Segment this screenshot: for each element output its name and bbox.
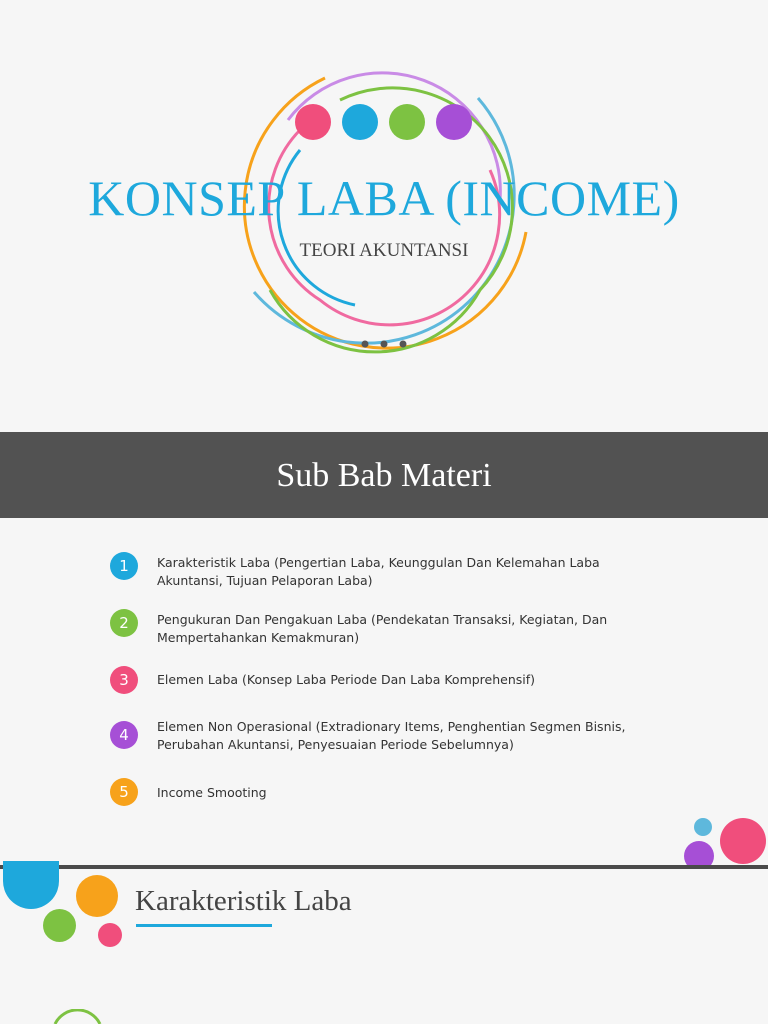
ellipsis-dot	[400, 341, 407, 348]
ellipsis-dot	[362, 341, 369, 348]
green-dot-icon	[389, 104, 425, 140]
number-badge: 3	[110, 666, 138, 694]
agenda-item-text: Elemen Non Operasional (Extradionary Items, Penghentian Segmen Bisnis, Perubahan Akuntansi, Penyesuaian Periode Sebelumnya)	[157, 719, 626, 752]
title-slide	[0, 0, 768, 432]
agenda-slide	[0, 432, 768, 866]
decor-dot-icon	[98, 923, 122, 947]
number-badge: 5	[110, 778, 138, 806]
title-underline	[136, 924, 272, 927]
pink-dot-icon	[295, 104, 331, 140]
decor-dot-icon	[720, 818, 766, 864]
slide-title: KONSEP LABA (INCOME)	[88, 170, 680, 226]
agenda-item-text: Karakteristik Laba (Pengertian Laba, Keunggulan Dan Kelemahan Laba Akuntansi, Tujuan Pelaporan Laba)	[157, 555, 600, 588]
section-title: Karakteristik Laba	[135, 885, 352, 917]
decor-dot-icon	[76, 875, 118, 917]
section-slide	[0, 869, 768, 1024]
decor-dot-icon	[43, 909, 76, 942]
slide-subtitle: TEORI AKUNTANSI	[299, 240, 469, 261]
agenda-item-text: Income Smooting	[157, 785, 267, 800]
agenda-item-text: Pengukuran Dan Pengakuan Laba (Pendekatan Transaksi, Kegiatan, Dan Mempertahankan Kemakmuran)	[157, 612, 608, 645]
number-badge: 1	[110, 552, 138, 580]
blue-dot-icon	[342, 104, 378, 140]
agenda-banner	[0, 432, 768, 518]
agenda-item-text: Elemen Laba (Konsep Laba Periode Dan Laba Komprehensif)	[157, 672, 536, 687]
number-badge: 4	[110, 721, 138, 749]
agenda-heading: Sub Bab Materi	[276, 457, 492, 494]
number-badge: 2	[110, 609, 138, 637]
ellipsis-dot	[381, 341, 388, 348]
partial-ring-icon	[50, 1009, 110, 1024]
pink-ring-arc	[269, 130, 500, 325]
decor-dot-icon	[3, 861, 59, 909]
decor-dot-icon	[694, 818, 712, 836]
purple-dot-icon	[436, 104, 472, 140]
